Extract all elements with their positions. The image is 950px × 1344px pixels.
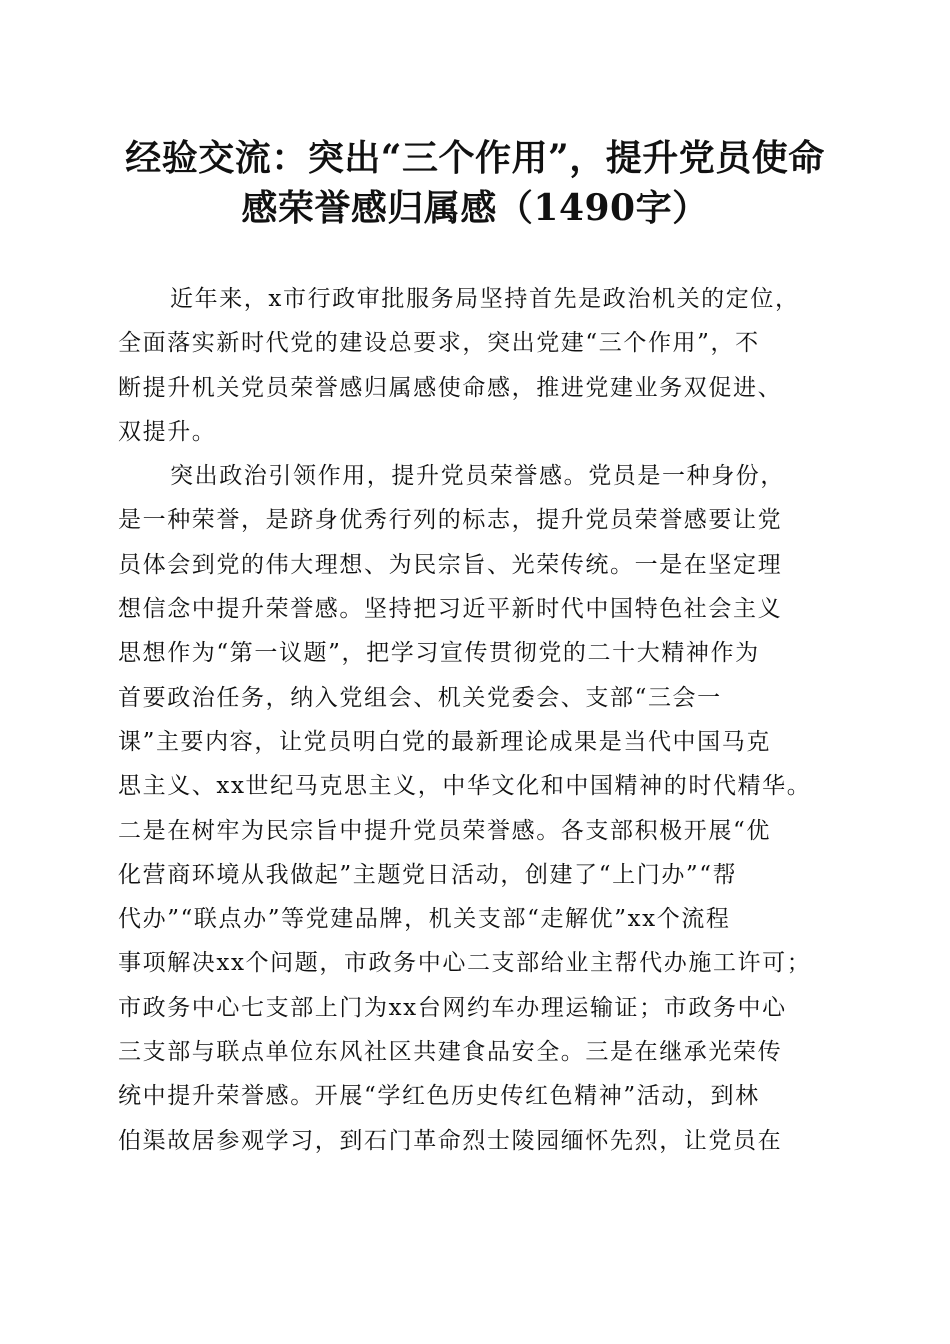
paragraph-line: 断提升机关党员荣誉感归属感使命感，推进党建业务双促进、 (118, 374, 783, 401)
paragraph-line: 近年来，x市行政审批服务局坚持首先是政治机关的定位， (170, 286, 800, 312)
title-line-1: 经验交流：突出“三个作用”，提升党员使命 (125, 137, 825, 179)
paragraph-line: 思想作为“第一议题”，把学习宣传贯彻党的二十大精神作为 (118, 640, 760, 667)
document-body (118, 277, 830, 1163)
paragraph-line: 事项解决xx个问题，市政务中心二支部给业主帮代办施工许可； (118, 950, 812, 977)
title-line-2: 感荣誉感归属感（1490字） (241, 187, 709, 229)
paragraph-line: 课”主要内容，让党员明白党的最新理论成果是当代中国马克 (118, 728, 771, 755)
paragraph-line: 是一种荣誉，是跻身优秀行列的标志，提升党员荣誉感要让党 (118, 507, 783, 534)
paragraph-line: 代办”“联点办”等党建品牌，机关支部“走解优”xx个流程 (118, 906, 731, 933)
paragraph-line: 想信念中提升荣誉感。坚持把习近平新时代中国特色社会主义 (118, 596, 783, 623)
paragraph-line: 双提升。 (118, 418, 217, 445)
paragraph-line: 统中提升荣誉感。开展“学红色历史传红色精神”活动，到林 (118, 1083, 760, 1110)
paragraph-political-leadership (118, 454, 830, 1163)
paragraph-line: 突出政治引领作用，提升党员荣誉感。党员是一种身份， (170, 463, 785, 490)
paragraph-line: 伯渠故居参观学习，到石门革命烈士陵园缅怀先烈，让党员在 (118, 1127, 783, 1154)
paragraph-line: 二是在树牢为民宗旨中提升党员荣誉感。各支部积极开展“优 (118, 817, 771, 844)
paragraph-intro (118, 277, 830, 454)
paragraph-line: 全面落实新时代党的建设总要求，突出党建“三个作用”，不 (118, 330, 760, 357)
paragraph-line: 市政务中心七支部上门为xx台网约车办理运输证；市政务中心 (118, 994, 787, 1021)
paragraph-line: 员体会到党的伟大理想、为民宗旨、光荣传统。一是在坚定理 (118, 551, 783, 578)
paragraph-line: 三支部与联点单位东风社区共建食品安全。三是在继承光荣传 (118, 1039, 783, 1066)
document-title (60, 133, 890, 233)
paragraph-line: 首要政治任务，纳入党组会、机关党委会、支部“三会一 (118, 684, 722, 711)
paragraph-line: 思主义、xx世纪马克思主义，中华文化和中国精神的时代精华。 (118, 773, 812, 800)
paragraph-line: 化营商环境从我做起”主题党日活动，创建了“上门办”“帮 (118, 861, 738, 888)
